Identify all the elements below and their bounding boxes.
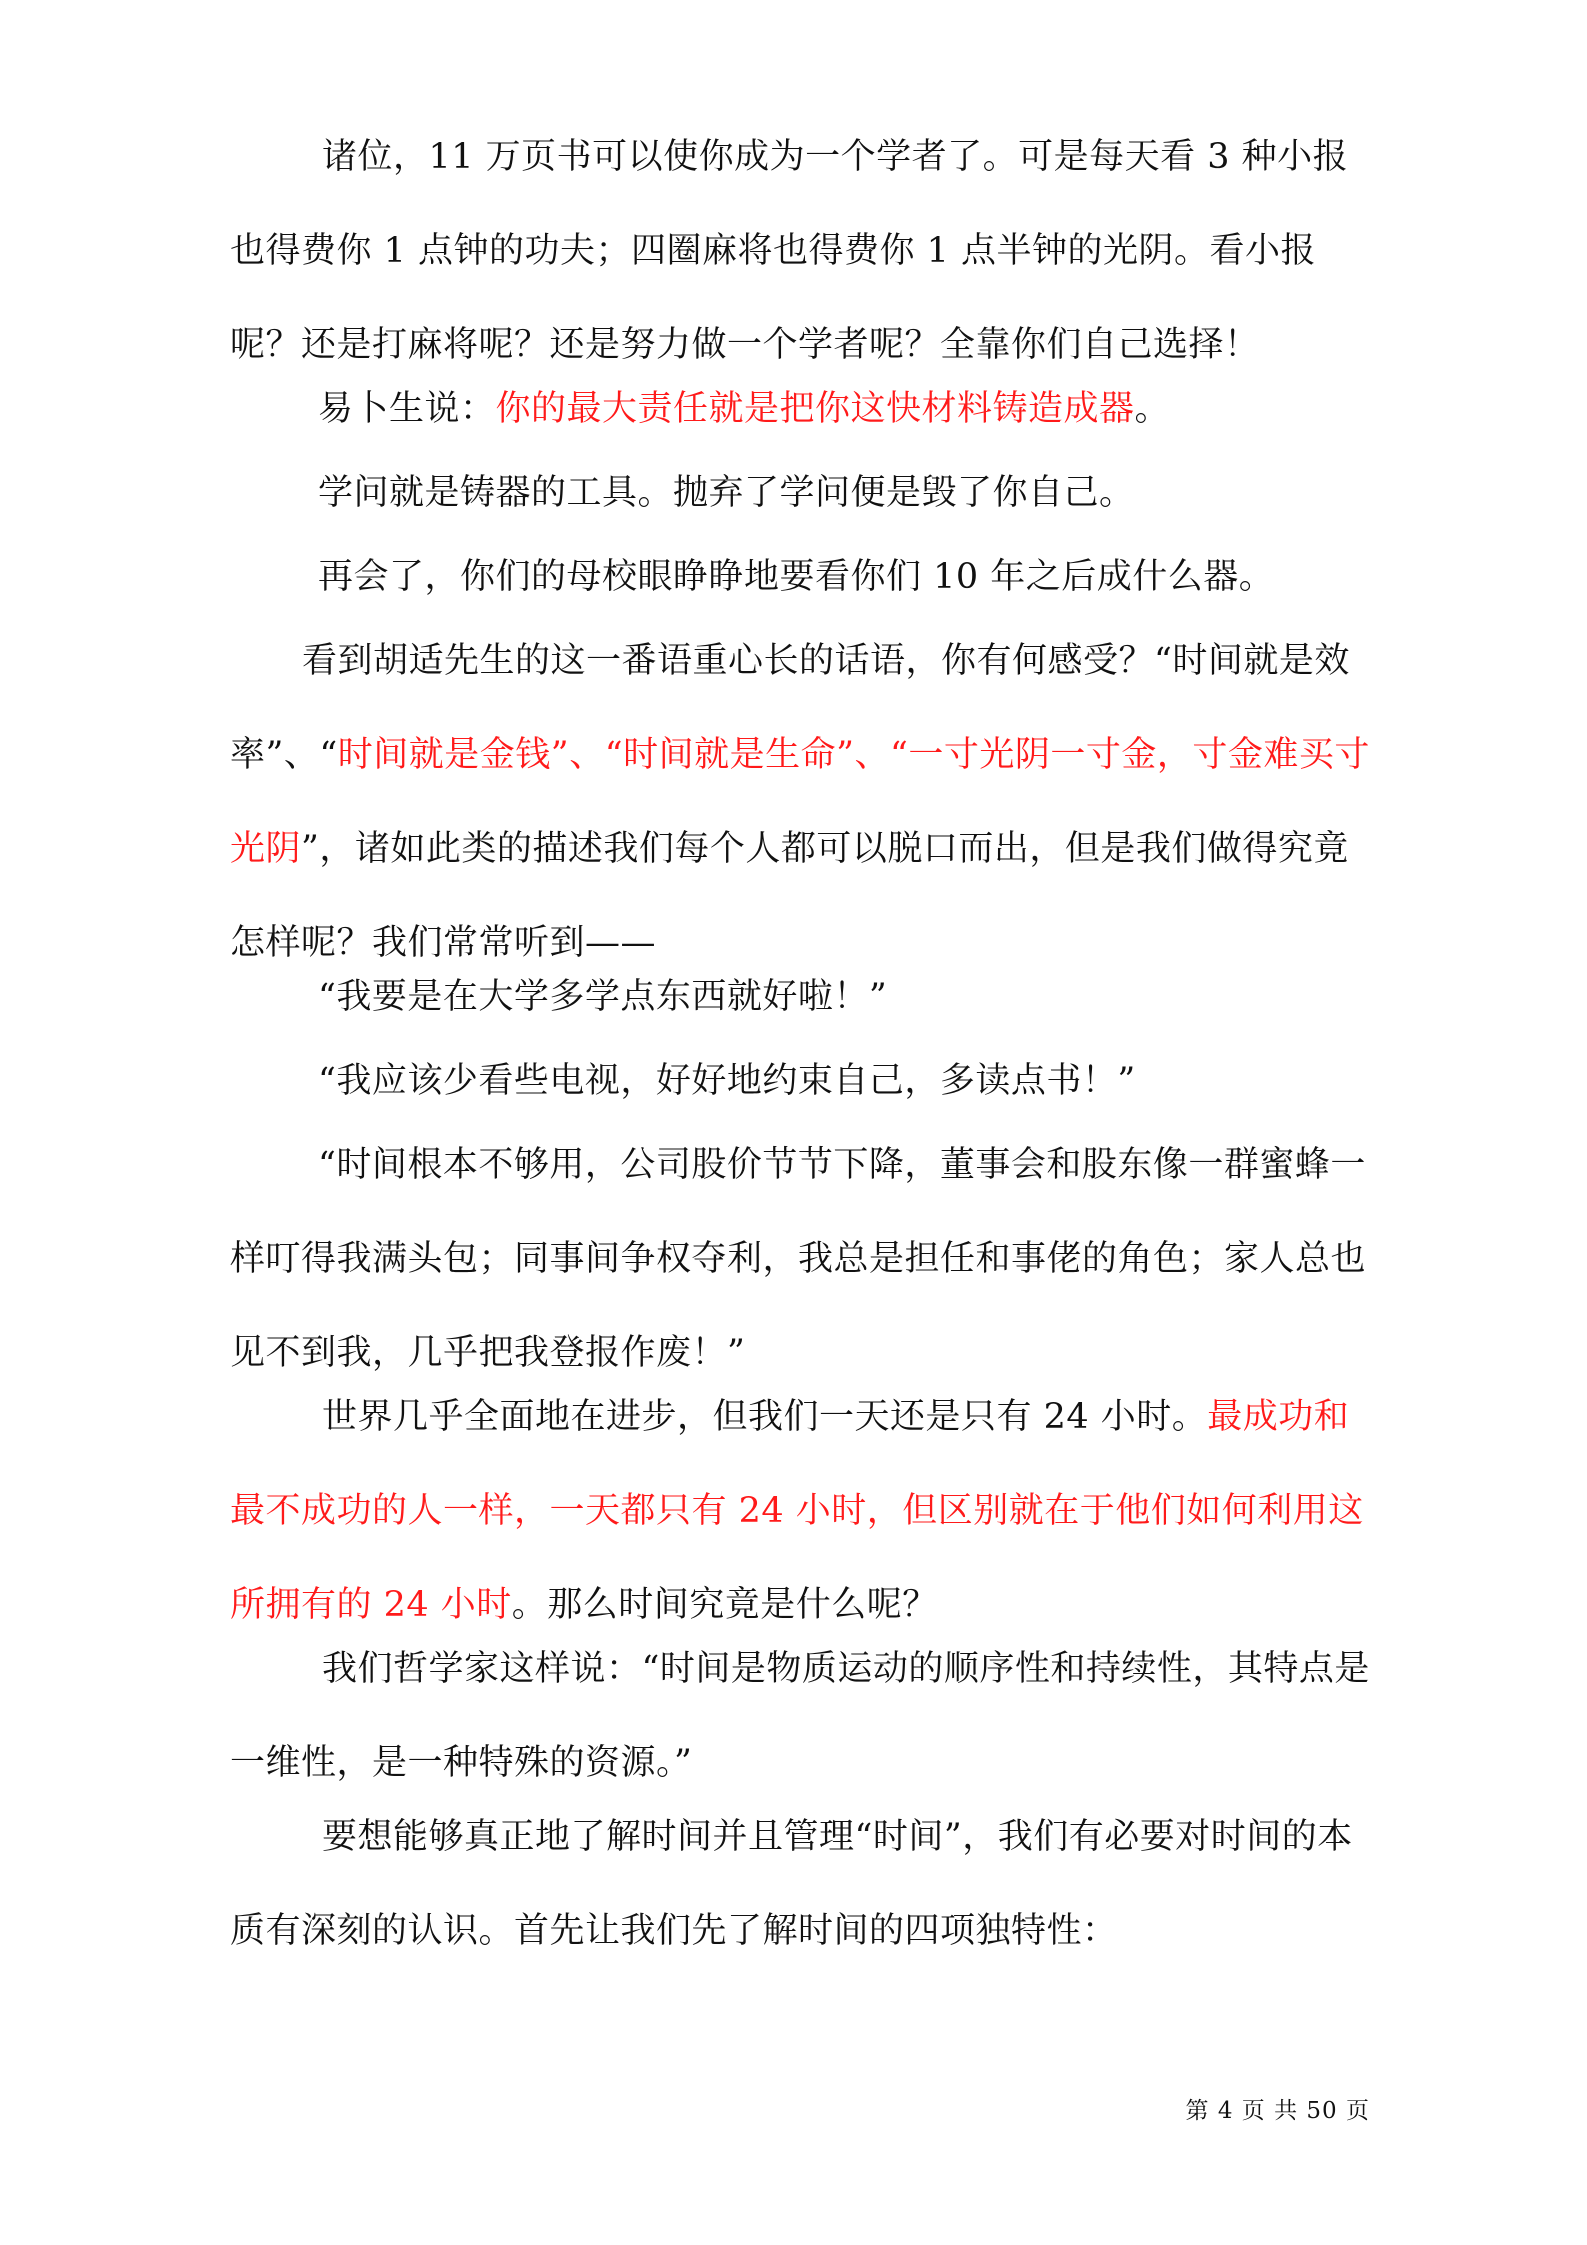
paragraph-scholar [230, 110, 1370, 392]
paragraph-philosopher [230, 1622, 1370, 1810]
paragraph-time-nature [230, 1790, 1370, 1978]
paragraph-reflection [230, 614, 1370, 990]
paragraph-text: 。那么时间究竟是什么呢？ [511, 1585, 938, 1625]
paragraph-text: 诸位，11 万页书可以使你成为一个学者了。可是每天看 3 种小报也得费你 1 点钟的功夫；四圈麻将也得费你 1 点半钟的光阴。看小报呢？还是打麻将呢？还是努力做一个学者呢？全靠你们自己选择！ [230, 137, 1349, 365]
paragraph-quote-busy [230, 1118, 1370, 1400]
paragraph-24-hours [230, 1370, 1370, 1652]
paragraph-text: ”，诸如此类的描述我们每个人都可以脱口而出，但是我们做得究竟怎样呢？我们常常听到—— [230, 829, 1349, 963]
paragraph-quote-college [230, 950, 1370, 1044]
paragraph-farewell [230, 530, 1370, 624]
paragraph-learning-tool [230, 446, 1370, 540]
paragraph-text: 看到胡适先生的这一番语重心长的话语，你有何感受？“时间就是效率”、“ [230, 641, 1350, 775]
paragraph-text: 。 [1134, 389, 1171, 429]
highlighted-quote: 时间就是金钱”、“时间就是生命”、“一寸光阴一寸金，寸金难买寸光阴 [230, 735, 1370, 869]
paragraph-quote-tv [230, 1034, 1370, 1128]
paragraph-text: 世界几乎全面地在进步，但我们一天还是只有 24 小时。 [322, 1397, 1208, 1437]
paragraph-text: 易卜生说： [318, 389, 496, 429]
highlighted-quote: 最成功和最不成功的人一样，一天都只有 24 小时，但区别就在于他们如何利用这所拥有的 24 小时 [230, 1397, 1364, 1625]
paragraph-text: 学问就是铸器的工具。抛弃了学问便是毁了你自己。 [318, 473, 1135, 513]
highlighted-quote: 你的最大责任就是把你这快材料铸造成器 [495, 389, 1135, 429]
paragraph-text: “我应该少看些电视，好好地约束自己，多读点书！” [318, 1061, 1136, 1101]
paragraph-text: “时间根本不够用，公司股价节节下降，董事会和股东像一群蜜蜂一样叮得我满头包；同事间争权夺利，我总是担任和事佬的角色；家人总也见不到我，几乎把我登报作废！” [230, 1145, 1367, 1373]
paragraph-text: “我要是在大学多学点东西就好啦！” [318, 977, 888, 1017]
page-number-footer: 第 4 页 共 50 页 [1185, 2098, 1370, 2124]
paragraph-text: 再会了，你们的母校眼睁睁地要看你们 10 年之后成什么器。 [318, 557, 1275, 597]
paragraph-text: 要想能够真正地了解时间并且管理“时间”，我们有必要对时间的本质有深刻的认识。首先让我们先了解时间的四项独特性： [230, 1817, 1353, 1951]
paragraph-ibsen [230, 362, 1370, 456]
paragraph-text: 我们哲学家这样说：“时间是物质运动的顺序性和持续性，其特点是一维性，是一种特殊的资源。” [230, 1649, 1370, 1783]
